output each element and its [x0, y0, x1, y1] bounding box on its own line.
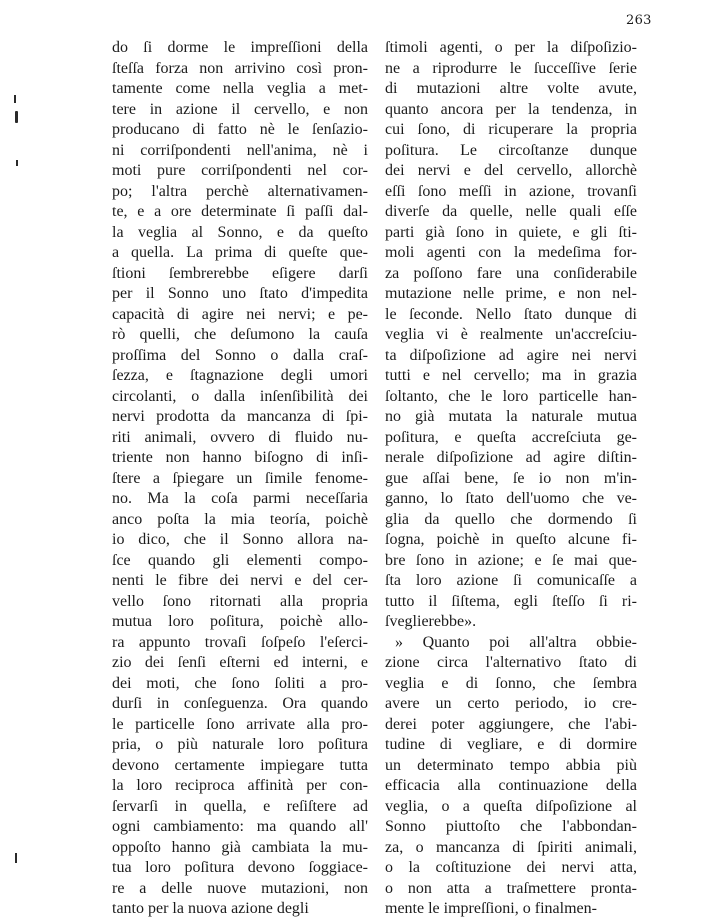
- right-text-column: [385, 38, 637, 920]
- text-line: Sonno piuttoſto che l'abbondan-: [385, 818, 637, 835]
- text-line: bre ſono in azione; e ſe mai que-: [385, 551, 637, 569]
- margin-ink-mark: [15, 853, 17, 863]
- text-line: poſitura. Le circoſtanze dunque: [385, 141, 637, 159]
- text-line: veglia vi è realmente un'accreſciu-: [385, 326, 637, 343]
- text-line: po; l'altra perchè alternativamen-: [112, 182, 368, 200]
- text-line: un determinato tempo abbia più: [385, 756, 637, 774]
- text-line: ogni cambiamento: ma quando all': [112, 818, 368, 835]
- text-line: triente non hanno biſogno di inſi-: [112, 449, 368, 466]
- text-line: ſogna, poichè in queſto alcune fi-: [385, 531, 637, 548]
- text-line: glia da quello che dormendo ſi: [385, 510, 637, 528]
- text-line: ſveglierebbe».: [385, 613, 477, 630]
- text-line: mutua loro poſitura, poichè allo-: [112, 613, 368, 630]
- left-text-column: [112, 38, 368, 920]
- text-line: nerale diſpoſizione ad agire diſtin-: [385, 449, 637, 466]
- text-line: mutazione nelle prime, e non nel-: [385, 285, 637, 302]
- text-line: veglia, o a queſta diſpoſizione al: [385, 797, 637, 815]
- text-line: moli agenti con la medeſima for-: [385, 244, 637, 261]
- text-line: do ſi dorme le impreſſioni della: [112, 39, 368, 56]
- text-line: durſi in conſeguenza. Ora quando: [112, 695, 368, 712]
- text-line: poſitura, e queſta accreſciuta ge-: [385, 428, 637, 446]
- text-line: devono certamente impiegare tutta: [112, 756, 368, 774]
- text-line: te, e a ore determinate ſi paſſi dal-: [112, 203, 368, 220]
- text-line: ſtimoli agenti, o per la diſpoſizio-: [385, 39, 637, 56]
- text-line: derei poter aggiungere, che l'abi-: [385, 715, 637, 733]
- text-line: nenti le fibre dei nervi e del cer-: [112, 572, 368, 589]
- text-line: veglia e di ſonno, che ſembra: [385, 674, 637, 692]
- text-line: efficacia alla continuazione della: [385, 777, 637, 794]
- text-line: ſezza, e ſtagnazione degli umori: [112, 367, 368, 384]
- text-line: mente le impreſſioni, o finalmen-: [385, 900, 597, 917]
- text-line: parti già ſono in quiete, e gli ſti-: [385, 223, 637, 241]
- text-line: ſta loro azione ſi comunicaſſe a: [385, 572, 637, 589]
- text-line: a quella. La prima di queſte que-: [112, 244, 368, 261]
- margin-ink-mark: [15, 111, 18, 123]
- text-line: di mutazioni altre volte avute,: [385, 80, 637, 97]
- page-number: 263: [626, 13, 652, 28]
- text-line: ne a riprodurre le ſucceſſive ſerie: [385, 59, 637, 77]
- text-line: circolanti, o dalla inſenſibilità dei: [112, 387, 368, 405]
- text-line: eſſi ſono meſſi in azione, trovanſi: [385, 182, 637, 200]
- text-line: dei nervi e del cervello, allorchè: [385, 162, 637, 179]
- text-line: ſoltanto, che le loro particelle han-: [385, 387, 637, 405]
- text-line: zione circa l'alternativo ſtato di: [385, 654, 637, 671]
- text-line: gue aſſai bene, ſe io non m'in-: [385, 469, 637, 487]
- text-line: tere in azione il cervello, e non: [112, 100, 368, 118]
- text-line: ſce quando gli elementi compo-: [112, 551, 368, 569]
- text-line: ſtere a ſpiegare un ſimile fenome-: [112, 469, 368, 487]
- text-line: nervi prodotta da mancanza di ſpi-: [112, 408, 368, 425]
- text-line: la loro reciproca affinità per con-: [112, 777, 368, 794]
- text-line: tutti e nel cervello; ma in grazia: [385, 367, 637, 384]
- text-line: ſteſſa forza non arrivino così pron-: [112, 59, 368, 77]
- text-line: tudine di vegliare, e di dormire: [385, 736, 637, 753]
- text-line: za, o mancanza di ſpiriti animali,: [385, 838, 637, 856]
- text-line: oppoſto hanno già cambiata la mu-: [112, 838, 368, 856]
- text-line: ſtioni ſembrerebbe eſigere darſi: [112, 264, 368, 282]
- text-line: rò quelli, che deſumono la cauſa: [112, 326, 368, 343]
- text-line: moti pure corriſpondenti nel cor-: [112, 162, 368, 179]
- text-line: io dico, che il Sonno allora na-: [112, 531, 368, 548]
- text-line: ſervarſi in quella, e reſiſtere ad: [112, 797, 368, 815]
- text-line: no. Ma la coſa parmi neceſſaria: [112, 490, 368, 507]
- margin-ink-mark: [16, 160, 18, 166]
- text-line: no già mutata la naturale mutua: [385, 408, 637, 425]
- text-line: cui ſono, di ricuperare la propria: [385, 121, 637, 138]
- text-line: tua loro poſitura devono ſoggiace-: [112, 859, 368, 876]
- text-line: per il Sonno uno ſtato d'impedita: [112, 285, 368, 302]
- text-line: anco poſta la mia teoría, poichè: [112, 510, 368, 528]
- text-line: ra appunto trovaſi ſoſpeſo l'eſerci-: [112, 633, 368, 651]
- margin-ink-mark: [14, 95, 16, 103]
- text-line: » Quanto poi all'altra obbie-: [395, 633, 637, 651]
- text-line: za poſſono fare una conſiderabile: [385, 264, 637, 282]
- text-line: ni corriſpondenti nell'anima, nè i: [112, 141, 368, 159]
- text-line: diverſe da quelle, nelle quali eſſe: [385, 203, 637, 220]
- text-line: riti animali, ovvero di fluido nu-: [112, 428, 368, 446]
- text-line: zio dei ſenſi eſterni ed interni, e: [112, 654, 368, 671]
- text-line: pria, o più naturale loro poſitura: [112, 736, 368, 753]
- text-line: le particelle ſono arrivate alla pro-: [112, 715, 368, 733]
- text-line: vello ſono ritornati alla propria: [112, 592, 368, 610]
- text-line: proſſima del Sonno o dalla craſ-: [112, 346, 368, 364]
- text-line: la veglia al Sonno, e da queſto: [112, 223, 368, 241]
- text-line: o non atta a traſmettere pronta-: [385, 879, 637, 897]
- text-line: re a delle nuove mutazioni, non: [112, 879, 368, 897]
- text-line: tutto il ſiſtema, egli ſteſſo ſi ri-: [385, 592, 637, 610]
- text-line: ganno, lo ſtato dell'uomo che ve-: [385, 490, 637, 507]
- text-line: quanto ancora per la tendenza, in: [385, 100, 637, 118]
- text-line: capacità di agire nei nervi; e pe-: [112, 305, 368, 323]
- text-line: tamente come nella veglia a met-: [112, 80, 368, 97]
- text-line: dei moti, che ſono ſoliti a pro-: [112, 674, 368, 692]
- text-line: o la coſtituzione dei nervi atta,: [385, 859, 637, 876]
- text-line: ta diſpoſizione ad agire nei nervi: [385, 346, 637, 364]
- text-line: tanto per la nuova azione degli: [112, 900, 309, 917]
- text-line: avere un certo periodo, io cre-: [385, 695, 637, 712]
- text-line: le ſeconde. Nello ſtato dunque di: [385, 305, 637, 323]
- text-line: producano di fatto nè le ſenſazio-: [112, 121, 368, 138]
